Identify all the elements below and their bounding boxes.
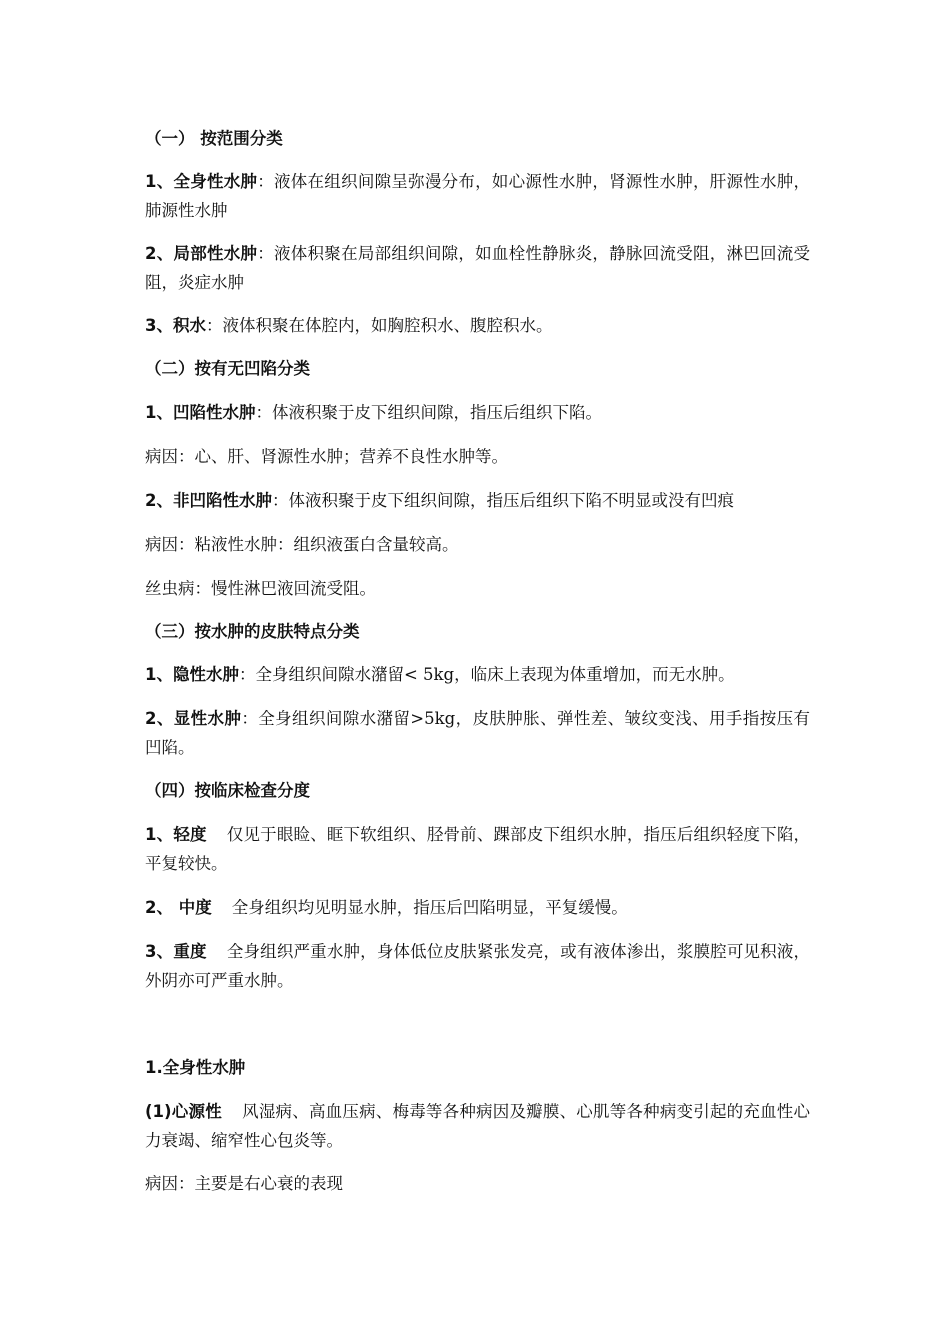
paragraph-severe-grade: 3、重度 全身组织严重水肿，身体低位皮肤紧张发亮，或有液体渗出，浆膜腔可见积液，外阴亦可严重水肿。 [145, 942, 811, 990]
paragraph-non-pitting-cause: 病因：粘液性水肿：组织液蛋白含量较高。 [145, 535, 459, 554]
paragraph-filariasis: 丝虫病：慢性淋巴液回流受阻。 [145, 579, 376, 598]
paragraph-cardiac-cause: 病因：主要是右心衰的表现 [145, 1174, 343, 1193]
heading-by-pitting: （二）按有无凹陷分类 [145, 359, 310, 378]
paragraph-mild-grade: 1、轻度 仅见于眼睑、眶下软组织、胫骨前、踝部皮下组织水肿，指压后组织轻度下陷，平复较快。 [145, 825, 811, 873]
paragraph-latent-edema: 1、隐性水肿：全身组织间隙水潴留< 5kg，临床上表现为体重增加，而无水肿。 [145, 665, 735, 684]
paragraph-pitting-edema: 1、凹陷性水肿：体液积聚于皮下组织间隙，指压后组织下陷。 [145, 403, 602, 422]
paragraph-effusion: 3、积水：液体积聚在体腔内，如胸腔积水、腹腔积水。 [145, 316, 553, 335]
paragraph-local-edema: 2、局部性水肿：液体积聚在局部组织间隙，如血栓性静脉炎，静脉回流受阻，淋巴回流受阻，炎症水肿 [145, 244, 810, 292]
heading-by-skin: （三）按水肿的皮肤特点分类 [145, 622, 360, 641]
heading-systemic-edema: 1.全身性水肿 [145, 1058, 246, 1077]
paragraph-moderate-grade: 2、 中度 全身组织均见明显水肿，指压后凹陷明显，平复缓慢。 [145, 898, 628, 917]
paragraph-non-pitting-edema: 2、非凹陷性水肿：体液积聚于皮下组织间隙，指压后组织下陷不明显或没有凹痕 [145, 491, 734, 510]
heading-by-scope: （一） 按范围分类 [145, 129, 283, 148]
paragraph-pitting-cause: 病因：心、肝、肾源性水肿；营养不良性水肿等。 [145, 447, 508, 466]
paragraph-overt-edema: 2、显性水肿：全身组织间隙水潴留>5kg，皮肤肿胀、弹性差、皱纹变浅、用手指按压有凹陷。 [145, 709, 810, 757]
paragraph-systemic-edema: 1、全身性水肿：液体在组织间隙呈弥漫分布，如心源性水肿，肾源性水肿，肝源性水肿，肺源性水肿 [145, 172, 810, 220]
paragraph-cardiac-edema: (1)心源性 风湿病、高血压病、梅毒等各种病因及瓣膜、心肌等各种病变引起的充血性心力衰竭、缩窄性心包炎等。 [145, 1102, 810, 1150]
heading-by-grade: （四）按临床检查分度 [145, 781, 310, 800]
